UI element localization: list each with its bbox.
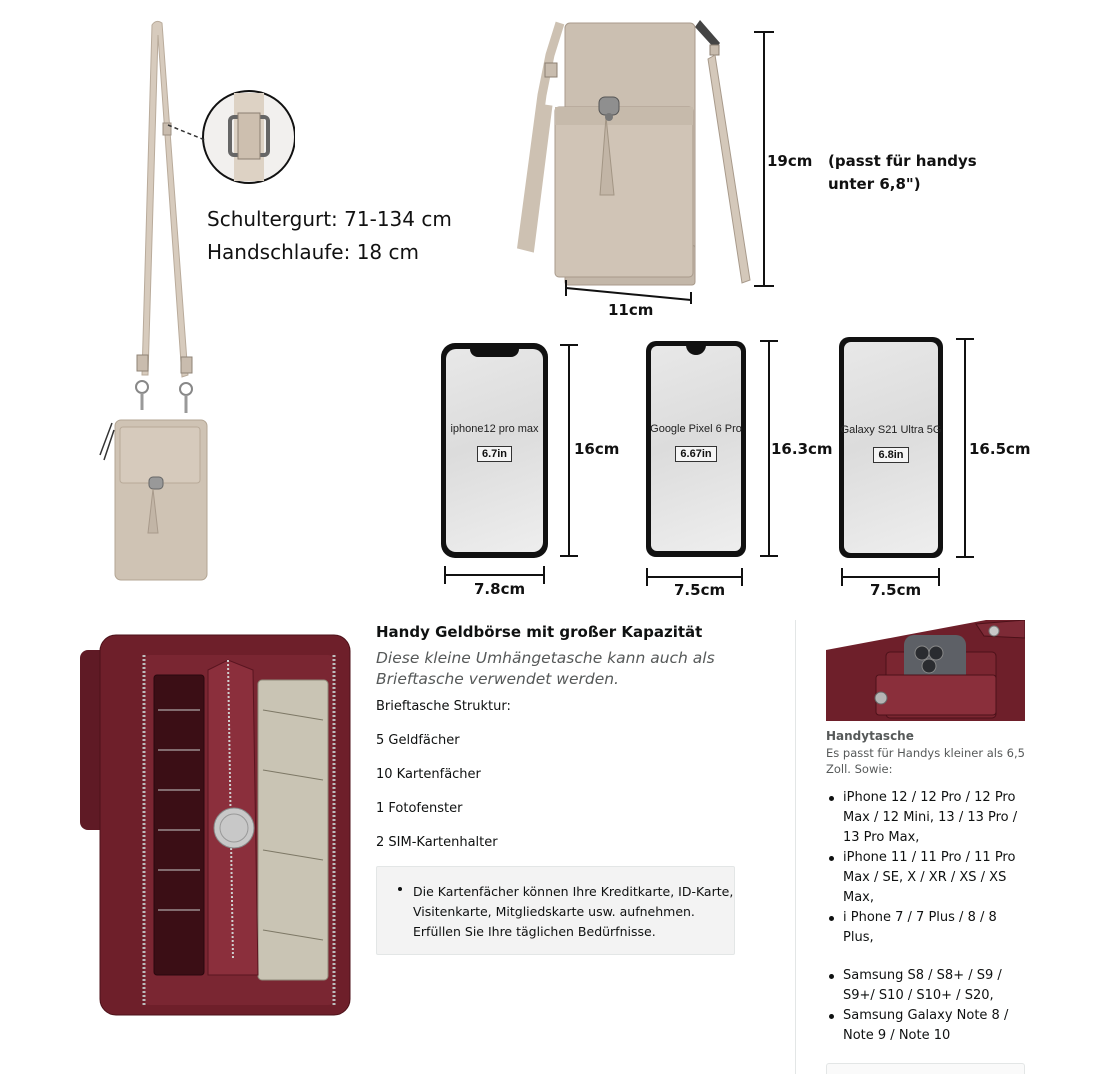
phone-model-label: Google Pixel 6 Pro [650,423,742,435]
hand-loop-length: Handschlaufe: 18 cm [207,240,419,264]
fit-note-line1: (passt für handys [828,152,977,170]
module-subtitle: Diese kleine Umhängetasche kann auch als Brieftasche verwendet werden. [376,649,715,688]
buckle-detail-image [160,85,295,190]
phone-model-label: iphone12 pro max [450,423,539,435]
phone-screen-size: 6.67in [675,446,716,462]
side-card-title: Handytasche [826,729,914,743]
note-text [413,882,733,942]
column-divider [795,620,796,1074]
list-item: iPhone 12 / 12 Pro / 12 Pro Max / 12 Mini, 13 / 13 Pro / 13 Pro Max, [826,788,1026,848]
fit-note-line2: unter 6,8") [828,175,921,193]
phone3-height-label: 16.5cm [969,440,1031,458]
list-item: Samsung Galaxy Note 8 / Note 9 / Note 10 [826,1006,1026,1046]
structure-item: 2 SIM-Kartenhalter [376,835,498,850]
phone2-height-label: 16.3cm [771,440,833,458]
compatible-phones-list-apple [826,788,1026,948]
phone-model-label: Galaxy S21 Ultra 5G [840,424,942,436]
phone3-width-label: 7.5cm [870,581,922,599]
bag-width-label: 11cm [608,301,654,319]
shoulder-strap-length: Schultergurt: 71-134 cm [207,207,452,231]
bag-front-image [510,15,760,295]
phone-screen-size: 6.7in [477,446,512,462]
phone-screen-size: 6.8in [873,447,908,463]
module-title: Handy Geldbörse mit großer Kapazität [376,623,703,641]
phone1-height-label: 16cm [574,440,620,458]
list-item: i Phone 7 / 7 Plus / 8 / 8 Plus, [826,908,1026,948]
note-line: Die Kartenfächer können Ihre Kreditkarte, ID-Karte, [413,884,734,899]
next-card-edge [826,1063,1025,1074]
phone-google-pixel-6-pro [646,341,746,557]
note-box [376,866,735,955]
structure-item: 5 Geldfächer [376,733,460,748]
phone2-width-label: 7.5cm [674,581,726,599]
phone-bag-image [826,620,1025,721]
list-item: iPhone 11 / 11 Pro / 11 Pro Max / SE, X / XR / XS / XS Max, [826,848,1026,908]
phone-galaxy-s21-ultra-5g [839,337,943,558]
open-wallet-image [78,630,368,1020]
note-line: Erfüllen Sie Ihre täglichen Bedürfnisse. [413,924,656,939]
phone1-width-label: 7.8cm [474,580,526,598]
structure-item: 1 Fotofenster [376,801,463,816]
fit-note [828,150,977,196]
bag-height-label: 19cm [767,152,813,170]
list-item: Samsung S8 / S8+ / S9 / S9+/ S10 / S10+ / S20, [826,966,1026,1006]
structure-label: Brieftasche Struktur: [376,699,511,714]
note-line: Visitenkarte, Mitgliedskarte usw. aufnehmen. [413,904,695,919]
structure-item: 10 Kartenfächer [376,767,481,782]
side-card-description: Es passt für Handys kleiner als 6,5 Zoll. Sowie: [826,746,1025,776]
phone-iphone12-pro-max [441,343,548,558]
compatible-phones-list-samsung [826,966,1026,1046]
